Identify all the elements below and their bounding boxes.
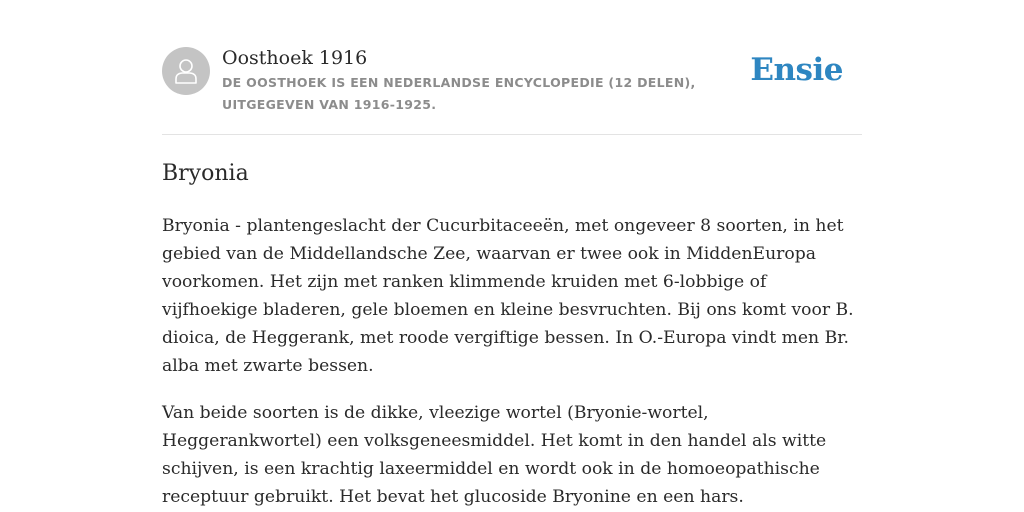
- page-container: [162, 0, 862, 507]
- article-title: Bryonia: [162, 161, 249, 186]
- source-description: DE OOSTHOEK IS EEN NEDERLANDSE ENCYCLOPEDIE (12 DELEN), UITGEGEVEN VAN 1916-1925.: [222, 75, 696, 112]
- source-header: [162, 0, 862, 135]
- article-paragraph: Van beide soorten is de dikke, vleezige wortel (Bryonie-wortel, Heggerankwortel) een volksgeneesmiddel. Het komt in den handel als witte schijven, is een krachtig laxeermiddel en wordt ook in de homoeopathische receptuur gebruikt. Het bevat het glucoside Bryonine en een hars.: [162, 403, 827, 507]
- user-icon: [172, 56, 200, 86]
- article-body: [162, 212, 862, 512]
- brand-logo[interactable]: Ensie: [750, 52, 843, 88]
- article-paragraph: Bryonia - plantengeslacht der Cucurbitaceeën, met ongeveer 8 soorten, in het gebied van de Middellandsche Zee, waarvan er twee ook in MiddenEuropa voorkomen. Het zijn met ranken klimmende kruiden met 6-lobbige of vijfhoekige bladeren, gele bloemen en kleine besvruchten. Bij ons komt voor B. dioica, de Heggerank, met roode vergiftige bessen. In O.-Europa vindt men Br. alba met zwarte bessen.: [162, 216, 854, 376]
- avatar[interactable]: [162, 47, 210, 95]
- source-name[interactable]: Oosthoek 1916: [222, 47, 368, 69]
